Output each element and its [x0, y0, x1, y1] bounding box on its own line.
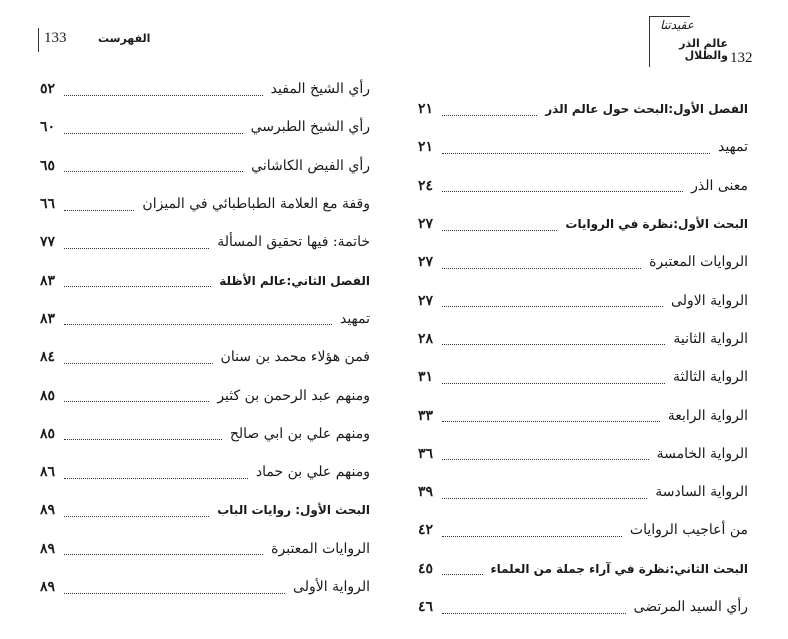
dot-leader: [64, 427, 222, 440]
toc-entry-title: الروايات المعتبرة: [649, 254, 748, 271]
toc-entry: [418, 396, 748, 434]
left-page-header: [38, 14, 382, 46]
toc-entry: [418, 550, 748, 588]
toc-entry-page: ٨٤: [40, 349, 56, 366]
toc-entry-page: ٢١: [418, 139, 434, 156]
toc-entry-title: فمن هؤلاء محمد بن سنان: [220, 349, 370, 366]
toc-entry-page: ٨٦: [40, 464, 56, 481]
toc-entry-page: ٤٦: [418, 599, 434, 615]
toc-entry-title: وقفة مع العلامة الطباطبائي في الميزان: [142, 196, 370, 213]
toc-entry-title: تمهيد: [339, 310, 370, 327]
toc-entry-title: الروايات المعتبرة: [271, 540, 370, 557]
dot-leader: [442, 256, 641, 269]
dot-leader: [442, 294, 663, 307]
toc-entry-page: ٣١: [418, 369, 434, 386]
toc-entry-title: الفصل الأول:البحث حول عالم الذر: [545, 102, 748, 117]
toc-entry-page: ٢٤: [418, 177, 434, 194]
toc-entry: [418, 281, 748, 319]
dot-leader: [442, 218, 557, 231]
dot-leader: [64, 83, 263, 96]
right-page-header: [632, 14, 782, 66]
toc-entry-title: خاتمة: فيها تحقيق المسألة: [217, 234, 370, 251]
toc-entry: [40, 568, 370, 606]
toc-entry-title: الفصل الثاني:عالم الأظلة: [219, 273, 370, 288]
toc-entry-page: ٦٦: [40, 196, 56, 213]
toc-entry-page: ٦٠: [40, 119, 56, 136]
book-title-line2: والظلال: [684, 49, 728, 62]
toc-entry: [418, 358, 748, 396]
dot-leader: [64, 159, 243, 172]
dot-leader: [442, 486, 647, 499]
toc-entry-page: ٤٥: [418, 560, 434, 577]
toc-entry-title: ومنهم علي بن حماد: [255, 464, 370, 481]
dot-leader: [442, 179, 683, 192]
dot-leader: [442, 447, 649, 460]
toc-entry-page: ٣٣: [418, 407, 434, 424]
dot-leader: [442, 371, 665, 384]
toc-entry: [418, 473, 748, 511]
toc-entry: [40, 185, 370, 223]
dot-leader: [64, 312, 332, 325]
dot-leader: [64, 198, 134, 211]
toc-entry: [40, 261, 370, 299]
dot-leader: [442, 103, 537, 116]
toc-entry: [40, 108, 370, 146]
toc-entry-title: تمهيد: [717, 139, 748, 156]
toc-entry: [418, 205, 748, 243]
dot-leader: [64, 504, 209, 517]
toc-entry-page: ٨٩: [40, 579, 56, 595]
dot-leader: [64, 236, 209, 249]
toc-entry: [418, 320, 748, 358]
toc-entry: [418, 243, 748, 281]
toc-entry: [418, 588, 748, 626]
toc-entry-page: ٢٧: [418, 216, 434, 233]
dot-leader: [64, 389, 209, 402]
dot-leader: [64, 121, 243, 134]
dot-leader: [64, 274, 211, 287]
dot-leader: [64, 351, 213, 364]
toc-entry-title: رأي السيد المرتضى: [633, 599, 748, 615]
right-toc-list: [418, 90, 748, 626]
toc-entry-title: رأي الفيض الكاشاني: [251, 157, 370, 174]
toc-entry-title: الرواية الثالثة: [672, 369, 748, 386]
running-title: الفهرست: [98, 32, 151, 45]
toc-entry-page: ٨٩: [40, 502, 56, 519]
toc-entry: [40, 70, 370, 108]
toc-entry: [418, 167, 748, 205]
toc-entry-page: ٧٧: [40, 234, 56, 251]
toc-entry-title: البحث الأول:نظرة في الروايات: [565, 217, 748, 232]
toc-entry: [40, 453, 370, 491]
toc-entry: [40, 338, 370, 376]
toc-entry-page: ٨٥: [40, 387, 56, 404]
toc-entry: [40, 223, 370, 261]
toc-entry-page: ٢١: [418, 101, 434, 118]
toc-entry: [40, 415, 370, 453]
dot-leader: [442, 601, 626, 614]
toc-entry: [418, 511, 748, 549]
toc-entry-page: ٨٣: [40, 310, 56, 327]
toc-entry-page: ٢٧: [418, 292, 434, 309]
toc-entry-title: ومنهم عبد الرحمن بن كثير: [217, 387, 370, 404]
toc-entry-title: من أعاجيب الروايات: [629, 522, 748, 539]
dot-leader: [64, 581, 285, 594]
toc-entry-page: ٢٧: [418, 254, 434, 271]
toc-entry: [418, 128, 748, 166]
dot-leader: [442, 409, 660, 422]
toc-entry-title: الرواية السادسة: [655, 484, 748, 501]
toc-entry-title: الرواية الثانية: [673, 330, 748, 347]
toc-entry-page: ٥٢: [40, 81, 56, 98]
toc-entry-page: ٣٩: [418, 484, 434, 501]
toc-entry-title: رأي الشيخ الطبرسي: [250, 119, 370, 136]
toc-entry-title: رأي الشيخ المفيد: [270, 81, 370, 98]
toc-entry-title: ومنهم علي بن ابي صالح: [229, 425, 370, 442]
toc-entry-title: الرواية الخامسة: [656, 445, 748, 462]
dot-leader: [64, 466, 248, 479]
toc-entry-page: ٨٩: [40, 540, 56, 557]
dot-leader: [442, 332, 665, 345]
toc-entry: [40, 376, 370, 414]
toc-entry: [40, 147, 370, 185]
toc-entry-page: ٤٢: [418, 522, 434, 539]
right-page: [394, 0, 788, 639]
right-page-number: 132: [730, 50, 753, 66]
book-title-line1: عالم الذر: [679, 37, 728, 50]
dot-leader: [442, 141, 710, 154]
toc-entry-page: ٨٣: [40, 272, 56, 289]
header-rule: [38, 28, 39, 52]
toc-entry: [418, 90, 748, 128]
left-page-number: 133: [44, 30, 67, 46]
toc-entry-title: الرواية الأولى: [293, 579, 370, 595]
toc-entry: [40, 530, 370, 568]
series-logo: عقيدتنا: [660, 18, 694, 32]
book-title: [672, 38, 728, 62]
dot-leader: [442, 524, 622, 537]
toc-entry-title: الرواية الرابعة: [667, 407, 748, 424]
toc-entry-title: البحث الأول: روايات الباب: [217, 503, 370, 518]
toc-entry-title: البحث الثاني:نظرة في آراء جملة من العلماء: [490, 561, 748, 576]
toc-entry: [40, 300, 370, 338]
dot-leader: [442, 562, 483, 575]
toc-entry-page: ٨٥: [40, 425, 56, 442]
toc-entry: [40, 491, 370, 529]
toc-entry-title: الرواية الاولى: [671, 292, 748, 309]
toc-entry-page: ٦٥: [40, 157, 56, 174]
dot-leader: [64, 542, 263, 555]
left-toc-list: [40, 70, 370, 606]
toc-entry-page: ٢٨: [418, 330, 434, 347]
toc-entry: [418, 435, 748, 473]
toc-entry-title: معنى الذر: [691, 177, 748, 194]
toc-entry-page: ٣٦: [418, 445, 434, 462]
